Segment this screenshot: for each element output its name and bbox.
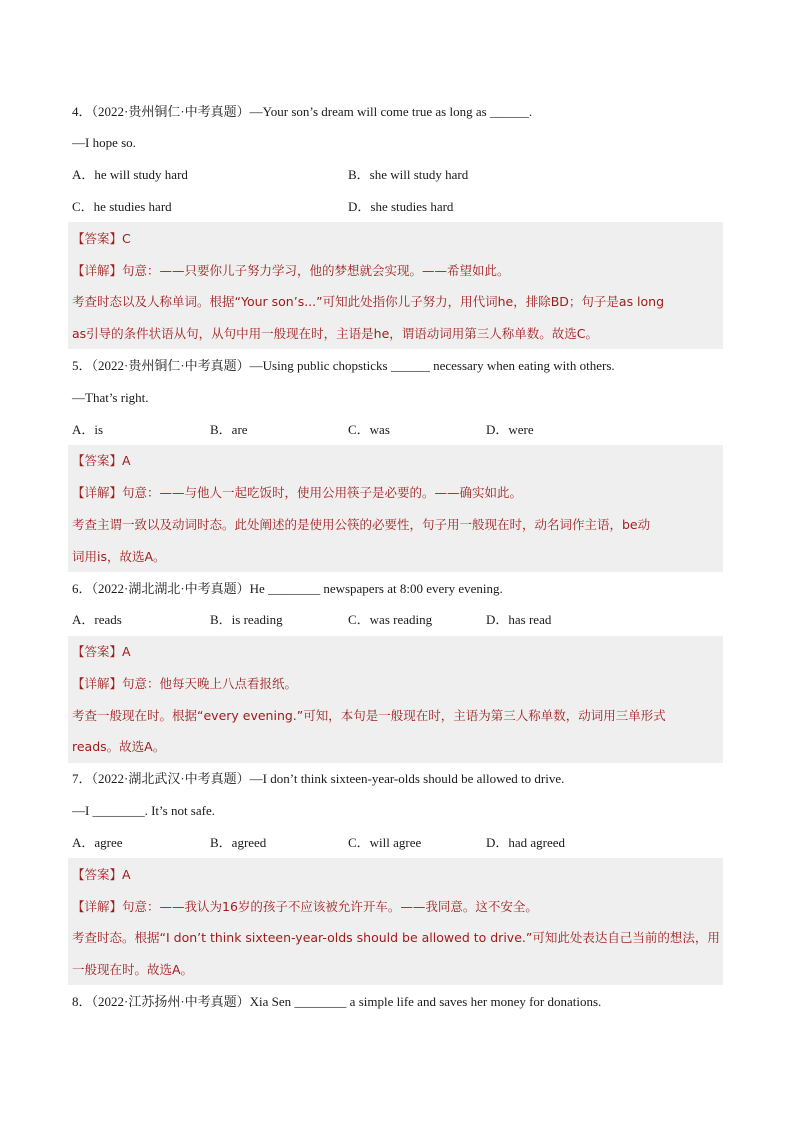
answer-line (72, 866, 131, 884)
answer-value: A (122, 453, 131, 468)
answer-line (72, 643, 131, 661)
question-4-stem: 4．（2022·贵州铜仁·中考真题）—Your son’s dream will come true as long as ______. (72, 104, 533, 119)
option-a: A．agree (72, 835, 123, 850)
answer-value: A (122, 867, 131, 882)
option-b: B．agreed (210, 835, 267, 850)
answer-line (72, 452, 131, 470)
explain-tag: 【详解】 (72, 263, 123, 278)
meaning-text: 句意：——我认为16岁的孩子不应该被允许开车。——我同意。这不安全。 (122, 899, 538, 914)
question-5-reply: —That’s right. (72, 390, 149, 405)
analysis-line-1: 考查主谓一致以及动词时态。此处阐述的是使用公筷的必要性，句子用一般现在时，动名词作主语，be动 (72, 517, 651, 532)
analysis-line-2: 一般现在时。故选A。 (72, 962, 194, 977)
question-5-stem: 5．（2022·贵州铜仁·中考真题）—Using public chopsticks ______ necessary when eating with others. (72, 358, 615, 373)
analysis-line-2: reads。故选A。 (72, 739, 166, 754)
option-b: B．she will study hard (348, 167, 469, 182)
explain-tag: 【详解】 (72, 485, 123, 500)
answer-line (72, 230, 131, 248)
option-c: C．was (348, 422, 390, 437)
analysis-line-1: 考查时态以及人称单词。根据“Your son’s...”可知此处指你儿子努力，用代词he，排除BD；句子是as long (72, 294, 665, 309)
answer-block (68, 445, 723, 572)
answer-tag: 【答案】 (72, 644, 123, 659)
explain-tag: 【详解】 (72, 676, 123, 691)
question-7-stem: 7．（2022·湖北武汉·中考真题）—I don’t think sixteen-year-olds should be allowed to drive. (72, 771, 565, 786)
question-7-reply: —I ________. It’s not safe. (72, 803, 215, 818)
answer-block (68, 636, 723, 763)
explain-line (72, 675, 297, 693)
option-a: A．reads (72, 612, 122, 627)
explain-line (72, 484, 522, 502)
analysis-line-2: as引导的条件状语从句，从句中用一般现在时，主语是he，谓语动词用第三人称单数。故选C。 (72, 326, 599, 341)
option-c: C．was reading (348, 612, 433, 627)
meaning-text: 句意：——与他人一起吃饭时，使用公用筷子是必要的。——确实如此。 (122, 485, 523, 500)
explain-line (72, 262, 510, 280)
option-b: B．is reading (210, 612, 283, 627)
explain-line (72, 898, 538, 916)
option-c: C．will agree (348, 835, 422, 850)
answer-value: A (122, 644, 131, 659)
question-8-stem: 8．（2022·江苏扬州·中考真题）Xia Sen ________ a simple life and saves her money for donations. (72, 994, 602, 1009)
option-c: C．he studies hard (72, 199, 172, 214)
answer-tag: 【答案】 (72, 231, 123, 246)
explain-tag: 【详解】 (72, 899, 123, 914)
answer-tag: 【答案】 (72, 453, 123, 468)
analysis-line-2: 词用is，故选A。 (72, 549, 166, 564)
answer-value: C (122, 231, 131, 246)
option-d: D．has read (486, 612, 552, 627)
option-a: A．is (72, 422, 104, 437)
option-d: D．were (486, 422, 534, 437)
analysis-line-1: 考查时态。根据“I don’t think sixteen-year-olds should be allowed to drive.”可知此处表达自己当前的想法，用 (72, 930, 720, 945)
option-b: B．are (210, 422, 248, 437)
analysis-line-1: 考查一般现在时。根据“every evening.”可知，本句是一般现在时，主语为第三人称单数，动词用三单形式 (72, 708, 666, 723)
meaning-text: 句意：他每天晚上八点看报纸。 (122, 676, 298, 691)
option-d: D．she studies hard (348, 199, 454, 214)
question-4-reply: —I hope so. (72, 135, 136, 150)
option-d: D．had agreed (486, 835, 566, 850)
option-a: A．he will study hard (72, 167, 188, 182)
meaning-text: 句意：——只要你儿子努力学习，他的梦想就会实现。——希望如此。 (122, 263, 510, 278)
answer-tag: 【答案】 (72, 867, 123, 882)
question-6-stem: 6．（2022·湖北湖北·中考真题）He ________ newspapers at 8:00 every evening. (72, 581, 503, 596)
